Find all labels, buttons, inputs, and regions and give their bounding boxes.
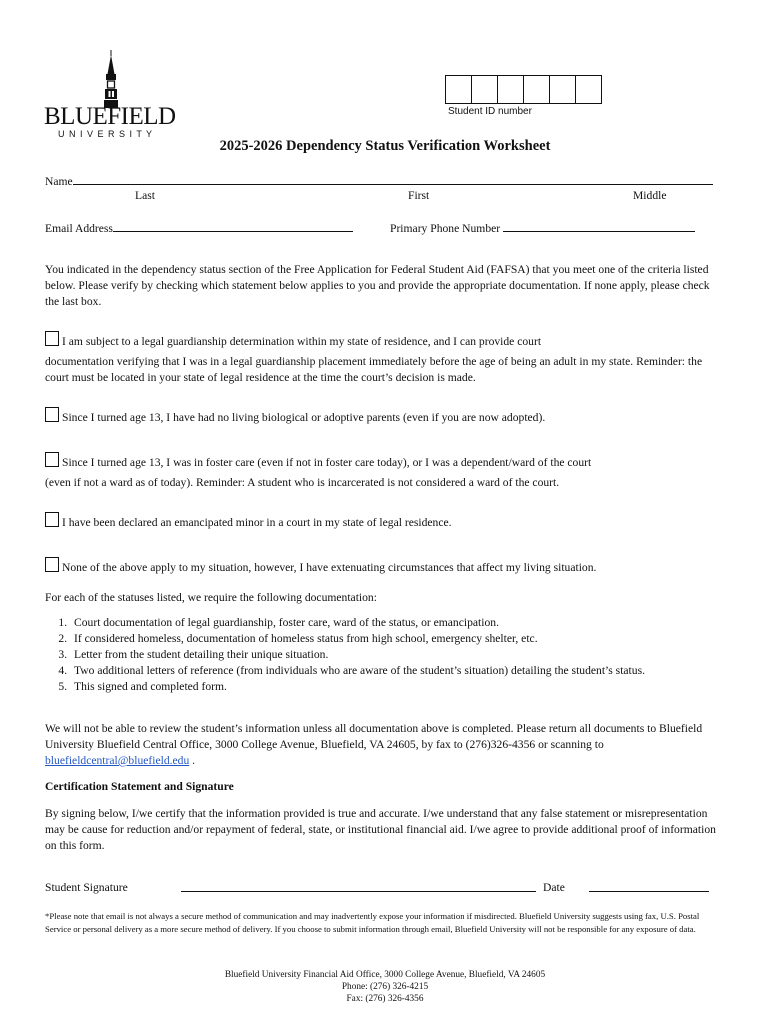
return-instructions	[45, 721, 725, 769]
signature-field[interactable]	[181, 879, 536, 892]
student-id-digit-box[interactable]	[497, 75, 524, 104]
page-title: 2025-2026 Dependency Status Verification Worksheet	[219, 138, 551, 154]
docs-list-item: 4. Two additional letters of reference (from individuals who are aware of the student’s situation) detailing the student’s status.	[70, 663, 704, 679]
phone-field[interactable]	[503, 219, 695, 232]
option-text: I am subject to a legal guardianship determination within my state of residence, and I can provide court	[62, 335, 542, 348]
docs-list-item: 1. Court documentation of legal guardianship, foster care, ward of the status, or emancipation.	[70, 615, 704, 631]
name-middle-label: Middle	[633, 189, 667, 202]
docs-list-item: 3. Letter from the student detailing their unique situation.	[70, 647, 704, 663]
student-id-digit-box[interactable]	[471, 75, 498, 104]
student-id-digit-box[interactable]	[549, 75, 576, 104]
option-text: I have been declared an emancipated minor in a court in my state of legal residence.	[62, 516, 452, 529]
email-row	[45, 219, 353, 237]
option-emancipated	[45, 512, 735, 531]
phone-row	[390, 219, 695, 237]
security-footnote: *Please note that email is not always a secure method of communication and may inadvertently expose your information if misdirected. Bluefield University suggests using fax, U.S. Postal Service or personal delivery as a more secure method of delivery. If you choose to submit information through email, Bluefield University will not be responsible for any exposure of data.	[45, 911, 700, 934]
student-id-boxes[interactable]	[446, 75, 602, 104]
option-checkbox[interactable]	[45, 331, 59, 346]
logo-wordmark: BLUEFIELD	[44, 103, 176, 130]
date-field[interactable]	[589, 879, 709, 892]
option-text: Since I turned age 13, I was in foster care (even if not in foster care today), or I was a dependent/ward of the court	[62, 456, 592, 469]
option-no-parents	[45, 407, 735, 426]
student-id-digit-box[interactable]	[575, 75, 602, 104]
footer-fax: Fax: (276) 326-4356	[346, 994, 424, 1004]
option-checkbox[interactable]	[45, 512, 59, 527]
university-logo	[44, 50, 189, 140]
student-id-digit-box[interactable]	[523, 75, 550, 104]
option-text-continued: (even if not a ward as of today). Reminder: A student who is incarcerated is not considered a ward of the court.	[45, 476, 560, 489]
footer-phone: Phone: (276) 326-4215	[341, 982, 429, 992]
name-label: Name	[45, 175, 73, 188]
option-guardianship	[45, 331, 725, 386]
return-text-end: .	[189, 754, 196, 767]
intro-paragraph: You indicated in the dependency status section of the Free Application for Federal Student Aid (FAFSA) that you meet one of the criteria listed below. Please verify by checking which statement below applies to you and provide the appropriate documentation. If none apply, please check the last box.	[45, 263, 710, 308]
docs-list	[24, 615, 704, 695]
footer	[0, 969, 770, 1005]
signature-label: Student Signature	[45, 881, 128, 894]
return-email-link[interactable]: bluefieldcentral@bluefield.edu	[45, 754, 190, 767]
student-id-digit-box[interactable]	[445, 75, 472, 104]
name-last-label: Last	[135, 189, 155, 202]
option-text: Since I turned age 13, I have had no living biological or adoptive parents (even if you are now adopted).	[62, 411, 546, 424]
docs-list-item: 5. This signed and completed form.	[70, 679, 704, 695]
docs-intro: For each of the statuses listed, we require the following documentation:	[45, 591, 377, 604]
option-text: None of the above apply to my situation, however, I have extenuating circumstances that affect my living situation.	[62, 561, 597, 574]
date-label: Date	[543, 881, 565, 894]
certification-text: By signing below, I/we certify that the information provided is true and accurate. I/we understand that any false statement or misrepresentation may be cause for reduction and/or repayment of federal, state, or institutional financial aid. I/we agree to provide additional proof of information on this form.	[45, 807, 716, 852]
return-text: We will not be able to review the student’s information unless all documentation above is completed. Please return all documents to Bluefield University Bluefield Central Office, 3000 College Avenue, Bluefield, VA 24605, by fax to (276)326-4356 or scanning to	[45, 722, 703, 751]
name-field[interactable]	[73, 172, 713, 185]
option-checkbox[interactable]	[45, 452, 59, 467]
footer-address: Bluefield University Financial Aid Office, 3000 College Avenue, Bluefield, VA 24605	[224, 970, 546, 980]
phone-label: Primary Phone Number	[390, 222, 501, 235]
email-field[interactable]	[113, 219, 353, 232]
option-none-apply	[45, 557, 745, 576]
option-foster-care	[45, 452, 735, 491]
student-id-label: Student ID number	[448, 106, 532, 117]
logo-subtitle: U N I V E R S I T Y	[58, 129, 154, 139]
option-checkbox[interactable]	[45, 557, 59, 572]
certification-heading: Certification Statement and Signature	[45, 780, 234, 793]
name-first-label: First	[408, 189, 430, 202]
docs-list-item: 2. If considered homeless, documentation of homeless status from high school, emergency shelter, etc.	[70, 631, 704, 647]
option-checkbox[interactable]	[45, 407, 59, 422]
option-text-continued: documentation verifying that I was in a legal guardianship placement immediately before the age of being an adult in my state. Reminder: the court must be located in your state of legal residence at the time the court’s decision is made.	[45, 355, 703, 384]
email-label: Email Address	[45, 222, 113, 235]
